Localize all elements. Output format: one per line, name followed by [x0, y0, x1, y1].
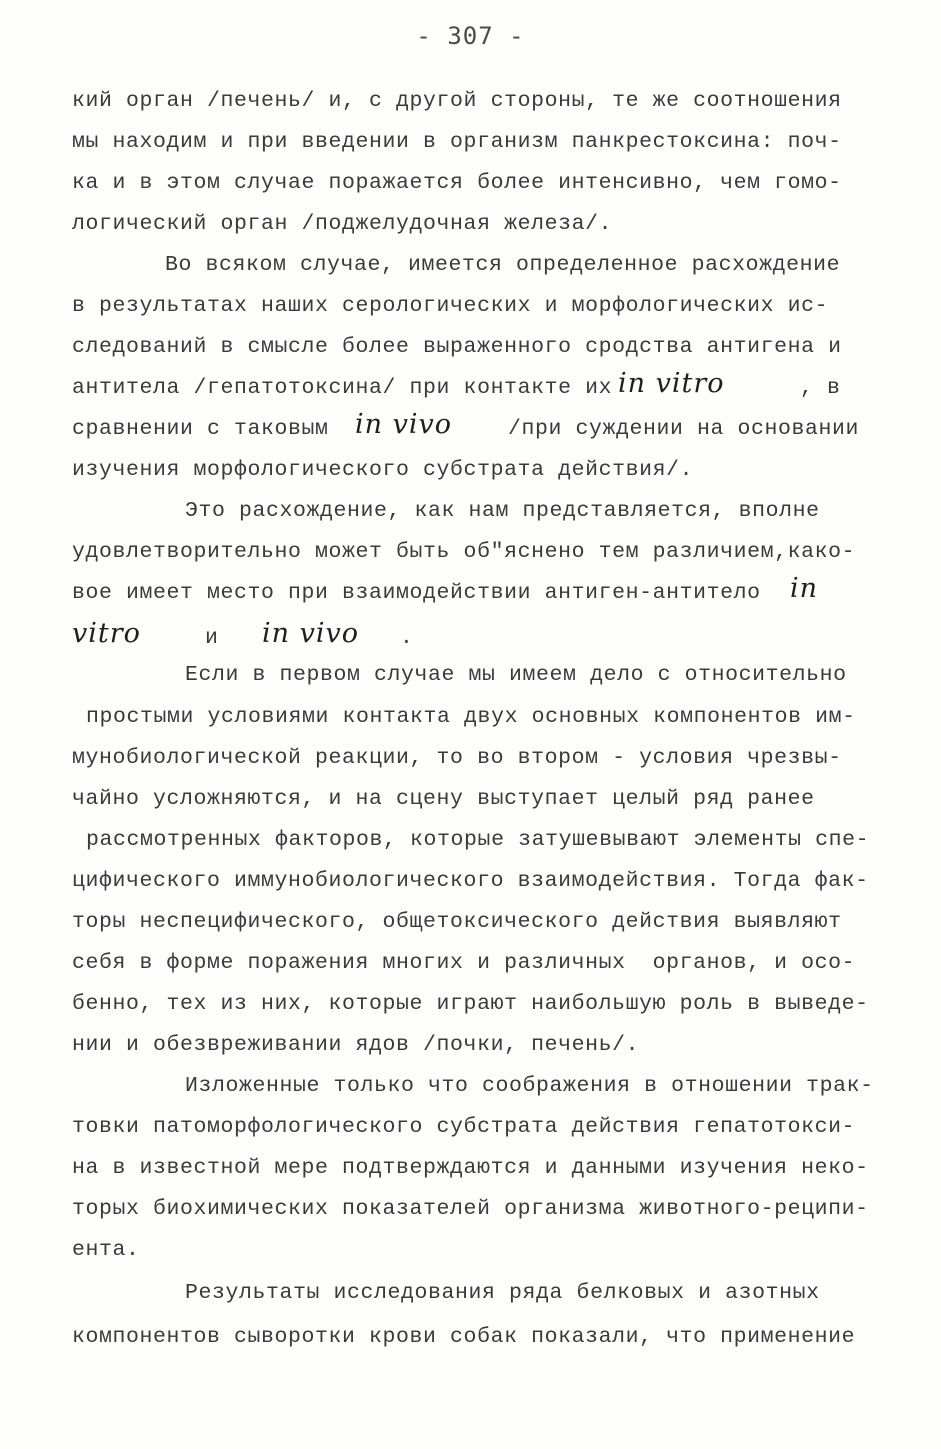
- text-line: Это расхождение, как нам представляется, вполне: [185, 499, 820, 523]
- text-line: кий орган /печень/ и, с другой стороны, те же соотношения: [72, 89, 842, 113]
- text-line: логический орган /поджелудочная железа/.: [72, 212, 613, 236]
- text-line: антитела /гепатотоксина/ при контакте их: [72, 376, 613, 400]
- text-line: торы неспецифического, общетоксического действия выявляют: [72, 910, 842, 934]
- text-line: Если в первом случае мы имеем дело с относительно: [185, 663, 847, 687]
- text-line: Во всяком случае, имеется определенное расхождение: [165, 253, 841, 277]
- text-line: ка и в этом случае поражается более интенсивно, чем гомо-: [72, 171, 842, 195]
- text-line: нии и обезвреживании ядов /почки, печень/.: [72, 1033, 640, 1057]
- handwritten-latin-term: in vitro: [618, 368, 725, 399]
- text-line: товки патоморфологического субстрата действия гепатотокси-: [72, 1115, 856, 1139]
- page-number: - 307 -: [416, 22, 525, 50]
- text-line: в результатах наших серологических и морфологических ис-: [72, 294, 829, 318]
- text-line: следований в смысле более выраженного сродства антигена и: [72, 335, 842, 359]
- text-line: Изложенные только что соображения в отношении трак-: [185, 1074, 874, 1098]
- text-line: Результаты исследования ряда белковых и азотных: [185, 1281, 820, 1305]
- text-line: компонентов сыворотки крови собак показали, что применение: [72, 1325, 856, 1349]
- text-line: бенно, тех из них, которые играют наибольшую роль в выведе-: [72, 992, 869, 1016]
- text-line: удовлетворительно может быть об"яснено тем различием,како-: [72, 540, 856, 564]
- text-line: мунобиологической реакции, то во втором - условия чрезвы-: [72, 746, 842, 770]
- text-line: и: [205, 626, 219, 650]
- text-line: сравнении с таковым: [72, 417, 329, 441]
- text-line: чайно усложняются, и на сцену выступает целый ряд ранее: [72, 787, 815, 811]
- handwritten-latin-term: vitro: [72, 618, 141, 649]
- text-line: простыми условиями контакта двух основных компонентов им-: [86, 705, 856, 729]
- text-line: торых биохимических показателей организма животного-реципи-: [72, 1197, 869, 1221]
- handwritten-latin-term: in vivo: [262, 618, 360, 649]
- handwritten-latin-term: in: [790, 573, 819, 604]
- text-line: цифического иммунобиологического взаимодействия. Тогда фак-: [72, 869, 869, 893]
- text-line: вое имеет место при взаимодействии антиген-антитело: [72, 581, 761, 605]
- text-line: себя в форме поражения многих и различных органов, и осо-: [72, 951, 856, 975]
- handwritten-latin-term: in vivo: [355, 409, 453, 440]
- text-line: мы находим и при введении в организм панкрестоксина: поч-: [72, 130, 842, 154]
- text-line: ента.: [72, 1238, 140, 1262]
- text-line: рассмотренных факторов, которые затушевывают элементы спе-: [86, 828, 870, 852]
- text-line: .: [400, 626, 414, 650]
- text-line: на в известной мере подтверждаются и данными изучения неко-: [72, 1156, 869, 1180]
- text-line: /при суждении на основании: [508, 417, 860, 441]
- text-line: , в: [800, 376, 841, 400]
- text-line: изучения морфологического субстрата действия/.: [72, 458, 694, 482]
